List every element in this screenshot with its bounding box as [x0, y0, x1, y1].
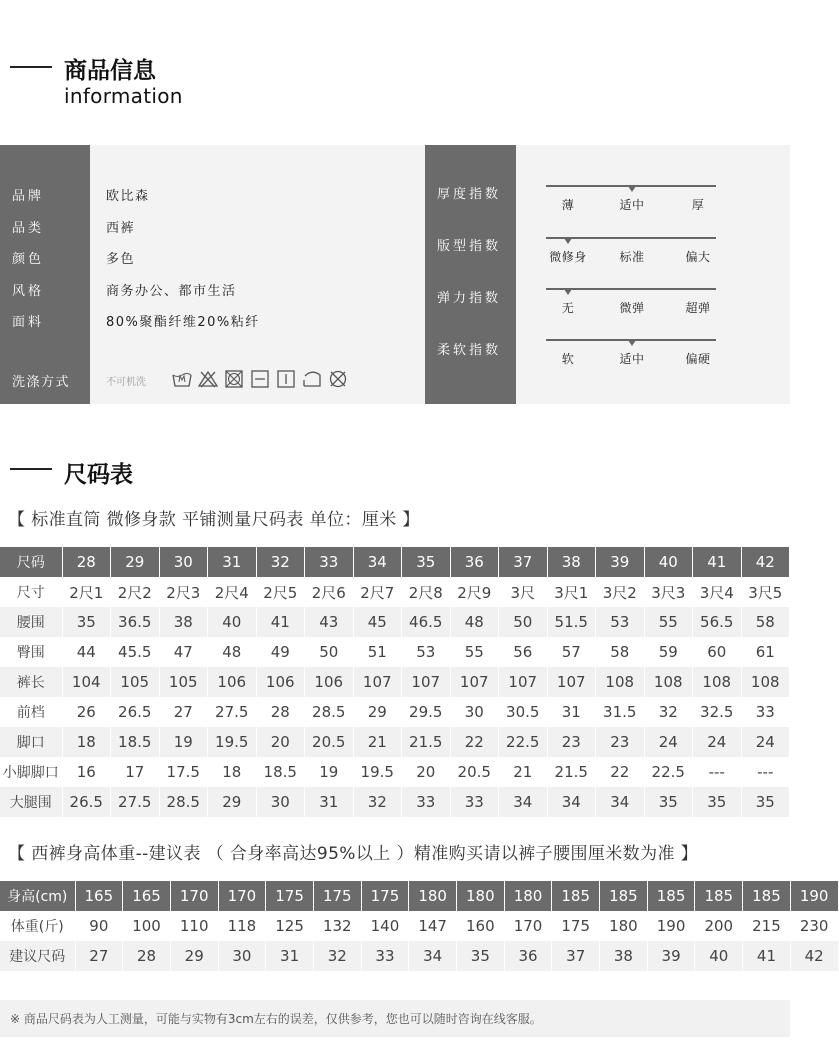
line-dry-icon: [276, 370, 296, 388]
table-cell: 34: [547, 787, 596, 817]
table-cell: 44: [62, 637, 111, 667]
table-cell: 29.5: [402, 697, 451, 727]
row-label: 尺寸: [0, 577, 62, 607]
table-cell: 34: [596, 787, 645, 817]
table-cell: 35: [693, 787, 742, 817]
table-cell: 107: [450, 667, 499, 697]
table-cell: 32: [353, 787, 402, 817]
table-cell: 170: [170, 881, 218, 911]
table-cell: 31: [547, 697, 596, 727]
table-cell: 165: [123, 881, 171, 911]
table-cell: 2尺2: [111, 577, 160, 607]
table-cell: 33: [402, 787, 451, 817]
table-cell: 29: [353, 697, 402, 727]
header-line: [10, 468, 52, 470]
table-cell: 32: [644, 697, 693, 727]
table-cell: 19.5: [353, 757, 402, 787]
table-row: [0, 941, 838, 971]
table-cell: 43: [305, 607, 354, 637]
table-cell: 200: [695, 911, 743, 941]
table-cell: 39: [647, 941, 695, 971]
field-label-fabric: 面料: [12, 315, 45, 330]
table-cell: 175: [361, 881, 409, 911]
table-cell: 3尺1: [547, 577, 596, 607]
table-row: [0, 881, 838, 911]
table-cell: 34: [499, 787, 548, 817]
table-cell: 31: [305, 787, 354, 817]
scale-option: 偏硬: [685, 352, 711, 366]
table-cell: 132: [313, 911, 361, 941]
footnote-bar: [0, 1000, 790, 1037]
table-cell: 19.5: [208, 727, 257, 757]
table-cell: 23: [596, 727, 645, 757]
table-cell: 28: [123, 941, 171, 971]
scale-option: 适中: [619, 352, 645, 366]
table-cell: 31.5: [596, 697, 645, 727]
table-cell: 35: [457, 941, 505, 971]
table-cell: 180: [409, 881, 457, 911]
hand-wash-icon: [172, 370, 192, 388]
row-label: 尺码: [0, 547, 62, 577]
table-cell: 24: [693, 727, 742, 757]
label-column: [0, 145, 90, 404]
table-cell: 51.5: [547, 607, 596, 637]
table-cell: 57: [547, 637, 596, 667]
table-cell: 108: [693, 667, 742, 697]
table-cell: 45: [353, 607, 402, 637]
attr-scale-elasticity: [546, 288, 716, 318]
product-info-panel: [0, 145, 790, 404]
table-cell: 21.5: [547, 757, 596, 787]
table-cell: 2尺1: [62, 577, 111, 607]
table-cell: 36: [504, 941, 552, 971]
table-cell: 39: [596, 547, 645, 577]
row-label: 小脚脚口: [0, 757, 62, 787]
row-label: 身高(cm): [0, 881, 75, 911]
scale-option: 标准: [619, 250, 645, 264]
table-row: [0, 911, 838, 941]
table-cell: 165: [75, 881, 123, 911]
table-cell: 33: [361, 941, 409, 971]
table-cell: 35: [62, 607, 111, 637]
table-row: [0, 787, 790, 817]
row-label: 体重(斤): [0, 911, 75, 941]
table-cell: 105: [111, 667, 160, 697]
table-cell: 2尺4: [208, 577, 257, 607]
table-cell: 27: [159, 697, 208, 727]
table-cell: 185: [647, 881, 695, 911]
table-row: [0, 607, 790, 637]
table-cell: 41: [693, 547, 742, 577]
table-cell: 175: [313, 881, 361, 911]
row-label: 腰围: [0, 607, 62, 637]
table-cell: 215: [743, 911, 791, 941]
table-cell: 35: [402, 547, 451, 577]
table-cell: 56.5: [693, 607, 742, 637]
table-cell: 45.5: [111, 637, 160, 667]
attr-label-fit: 版型指数: [437, 239, 502, 254]
table-row: [0, 757, 790, 787]
table-cell: 3尺3: [644, 577, 693, 607]
table-cell: 22: [450, 727, 499, 757]
field-value-fabric: 80%聚酯纤维20%粘纤: [106, 315, 260, 330]
table-cell: 30: [256, 787, 305, 817]
table-cell: 105: [159, 667, 208, 697]
table-cell: 3尺2: [596, 577, 645, 607]
attr-label-thickness: 厚度指数: [437, 187, 502, 202]
table-cell: 38: [600, 941, 648, 971]
size-table: [0, 547, 790, 817]
table-cell: 140: [361, 911, 409, 941]
recommend-table-title: 【 西裤身高体重--建议表 （ 合身率高达95%以上 ）精准购买请以裤子腰围厘米数为准 】: [8, 844, 699, 864]
table-cell: 28.5: [159, 787, 208, 817]
table-cell: 2尺7: [353, 577, 402, 607]
table-cell: 32: [313, 941, 361, 971]
table-cell: 56: [499, 637, 548, 667]
no-dry-clean-icon: [328, 370, 348, 388]
table-cell: 185: [600, 881, 648, 911]
table-cell: 58: [741, 607, 790, 637]
table-cell: 26: [62, 697, 111, 727]
table-cell: 32.5: [693, 697, 742, 727]
table-cell: 29: [111, 547, 160, 577]
scale-option: 偏大: [685, 250, 711, 264]
table-cell: 30: [450, 697, 499, 727]
table-cell: 185: [552, 881, 600, 911]
table-cell: 118: [218, 911, 266, 941]
table-cell: 23: [547, 727, 596, 757]
table-cell: 53: [402, 637, 451, 667]
field-value-category: 西裤: [106, 221, 136, 236]
table-cell: 190: [790, 881, 838, 911]
field-value-color: 多色: [106, 252, 136, 267]
table-cell: 36: [450, 547, 499, 577]
attr-label-softness: 柔软指数: [437, 343, 502, 358]
table-cell: 26.5: [111, 697, 160, 727]
table-cell: 38: [159, 607, 208, 637]
table-cell: 180: [504, 881, 552, 911]
recommend-table: [0, 881, 839, 971]
scale-marker: [628, 340, 636, 346]
table-cell: 2尺5: [256, 577, 305, 607]
table-cell: 160: [457, 911, 505, 941]
field-label-color: 颜色: [12, 252, 45, 267]
field-value-brand: 欧比森: [106, 189, 150, 204]
no-tumble-dry-icon: [224, 370, 244, 388]
table-cell: 18: [208, 757, 257, 787]
wash-text: 不可机洗: [106, 377, 146, 388]
table-cell: 170: [218, 881, 266, 911]
table-cell: 21: [353, 727, 402, 757]
table-cell: 2尺3: [159, 577, 208, 607]
table-cell: 24: [741, 727, 790, 757]
table-cell: 125: [266, 911, 314, 941]
table-cell: 22: [596, 757, 645, 787]
table-cell: 48: [450, 607, 499, 637]
table-cell: 18.5: [256, 757, 305, 787]
row-label: 裤长: [0, 667, 62, 697]
table-cell: 107: [353, 667, 402, 697]
scale-option: 超弹: [685, 301, 711, 315]
scale-marker: [564, 289, 572, 295]
table-cell: 27: [75, 941, 123, 971]
footnote: ※ 商品尺码表为人工测量，可能与实物有3cm左右的误差，仅供参考，您也可以随时咨询在线客服。: [10, 1012, 542, 1026]
table-cell: 29: [208, 787, 257, 817]
row-label: 臀围: [0, 637, 62, 667]
table-cell: 175: [552, 911, 600, 941]
table-cell: 41: [256, 607, 305, 637]
table-cell: ---: [693, 757, 742, 787]
section-subtitle: information: [64, 84, 183, 108]
table-cell: 38: [547, 547, 596, 577]
table-cell: 107: [499, 667, 548, 697]
section-title: 商品信息: [64, 58, 156, 84]
table-cell: 19: [305, 757, 354, 787]
row-label: 建议尺码: [0, 941, 75, 971]
table-cell: 18.5: [111, 727, 160, 757]
table-cell: 42: [741, 547, 790, 577]
size-table-title: 【 标准直筒 微修身款 平铺测量尺码表 单位：厘米 】: [8, 510, 420, 530]
table-cell: 30: [159, 547, 208, 577]
attr-scale-fit: [546, 237, 716, 267]
table-cell: 29: [170, 941, 218, 971]
table-cell: 185: [695, 881, 743, 911]
table-cell: 28: [256, 697, 305, 727]
field-label-category: 品类: [12, 221, 45, 236]
table-cell: 90: [75, 911, 123, 941]
table-cell: 18: [62, 727, 111, 757]
table-cell: 17.5: [159, 757, 208, 787]
table-cell: 2尺9: [450, 577, 499, 607]
scale-option: 软: [561, 352, 575, 366]
field-label-wash: 洗涤方式: [12, 375, 71, 390]
table-cell: 3尺4: [693, 577, 742, 607]
table-cell: 50: [305, 637, 354, 667]
table-cell: 104: [62, 667, 111, 697]
scale-option: 微修身: [549, 250, 587, 264]
wash-icons: [172, 370, 348, 388]
table-cell: 27.5: [208, 697, 257, 727]
attr-scale-thickness: [546, 185, 716, 215]
table-cell: 37: [552, 941, 600, 971]
table-cell: 42: [790, 941, 838, 971]
table-cell: 170: [504, 911, 552, 941]
row-label: 脚口: [0, 727, 62, 757]
scale-option: 无: [561, 301, 575, 315]
table-cell: 33: [741, 697, 790, 727]
table-cell: 2尺8: [402, 577, 451, 607]
table-cell: 185: [743, 881, 791, 911]
table-cell: 55: [644, 607, 693, 637]
table-cell: 40: [695, 941, 743, 971]
table-cell: 58: [596, 637, 645, 667]
table-cell: 22.5: [644, 757, 693, 787]
table-cell: 55: [450, 637, 499, 667]
drip-dry-icon: [302, 370, 322, 388]
table-row: [0, 697, 790, 727]
attr-scale-softness: [546, 339, 716, 369]
table-cell: 20.5: [305, 727, 354, 757]
table-cell: 16: [62, 757, 111, 787]
table-cell: 51: [353, 637, 402, 667]
table-cell: 31: [266, 941, 314, 971]
table-cell: 108: [644, 667, 693, 697]
table-cell: 20.5: [450, 757, 499, 787]
table-cell: 35: [741, 787, 790, 817]
table-cell: 108: [596, 667, 645, 697]
row-label: 前档: [0, 697, 62, 727]
table-cell: 147: [409, 911, 457, 941]
table-cell: 33: [450, 787, 499, 817]
table-cell: 50: [499, 607, 548, 637]
table-cell: 20: [402, 757, 451, 787]
scale-option: 薄: [561, 198, 575, 212]
table-cell: 190: [647, 911, 695, 941]
table-cell: 20: [256, 727, 305, 757]
table-row: [0, 727, 790, 757]
table-cell: 180: [600, 911, 648, 941]
scale-option: 厚: [691, 198, 705, 212]
table-cell: 32: [256, 547, 305, 577]
table-cell: 30: [218, 941, 266, 971]
table-cell: 31: [208, 547, 257, 577]
table-cell: 48: [208, 637, 257, 667]
field-label-brand: 品牌: [12, 189, 45, 204]
table-row: [0, 667, 790, 697]
table-cell: 106: [208, 667, 257, 697]
table-cell: 175: [266, 881, 314, 911]
table-cell: 21.5: [402, 727, 451, 757]
table-cell: 180: [457, 881, 505, 911]
table-cell: 27.5: [111, 787, 160, 817]
scale-marker: [628, 186, 636, 192]
section-title: 尺码表: [64, 462, 133, 488]
table-cell: 53: [596, 607, 645, 637]
table-cell: 3尺5: [741, 577, 790, 607]
table-cell: 21: [499, 757, 548, 787]
table-row: [0, 577, 790, 607]
field-label-style: 风格: [12, 284, 45, 299]
table-cell: 35: [644, 787, 693, 817]
table-cell: 59: [644, 637, 693, 667]
table-cell: 61: [741, 637, 790, 667]
table-cell: 3尺: [499, 577, 548, 607]
table-cell: 36.5: [111, 607, 160, 637]
table-cell: 230: [790, 911, 838, 941]
table-cell: 41: [743, 941, 791, 971]
table-cell: 2尺6: [305, 577, 354, 607]
table-cell: 37: [499, 547, 548, 577]
table-cell: 34: [353, 547, 402, 577]
table-cell: 108: [741, 667, 790, 697]
table-row: [0, 547, 790, 577]
dry-flat-icon: [250, 370, 270, 388]
no-bleach-icon: [198, 370, 218, 388]
scale-option: 适中: [619, 198, 645, 212]
table-cell: 40: [208, 607, 257, 637]
table-row: [0, 637, 790, 667]
table-cell: 49: [256, 637, 305, 667]
table-cell: 28: [62, 547, 111, 577]
table-cell: 47: [159, 637, 208, 667]
table-cell: 106: [256, 667, 305, 697]
row-label: 大腿围: [0, 787, 62, 817]
table-cell: 28.5: [305, 697, 354, 727]
table-cell: 17: [111, 757, 160, 787]
attr-label-elasticity: 弹力指数: [437, 291, 502, 306]
table-cell: 107: [402, 667, 451, 697]
table-cell: ---: [741, 757, 790, 787]
table-cell: 30.5: [499, 697, 548, 727]
table-cell: 106: [305, 667, 354, 697]
scale-marker: [564, 238, 572, 244]
table-cell: 22.5: [499, 727, 548, 757]
table-cell: 34: [409, 941, 457, 971]
table-cell: 46.5: [402, 607, 451, 637]
table-cell: 40: [644, 547, 693, 577]
scale-option: 微弹: [619, 301, 645, 315]
table-cell: 24: [644, 727, 693, 757]
field-value-style: 商务办公、都市生活: [106, 284, 237, 299]
table-cell: 100: [123, 911, 171, 941]
header-line: [10, 66, 52, 68]
table-cell: 110: [170, 911, 218, 941]
table-cell: 60: [693, 637, 742, 667]
table-cell: 26.5: [62, 787, 111, 817]
table-cell: 33: [305, 547, 354, 577]
table-cell: 107: [547, 667, 596, 697]
table-cell: 19: [159, 727, 208, 757]
